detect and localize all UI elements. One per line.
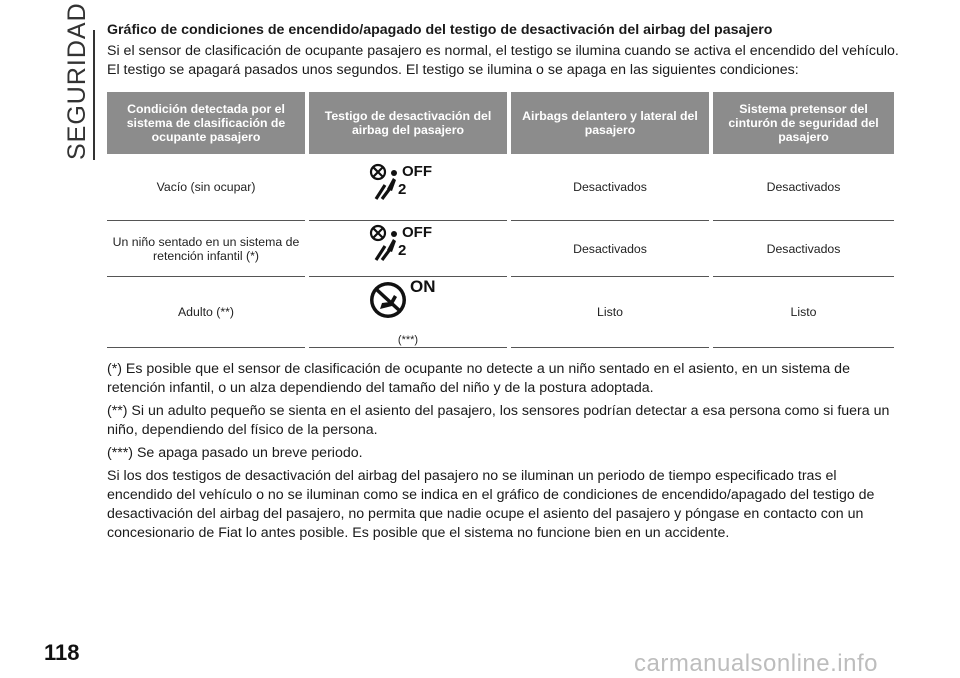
table-header-row [107, 92, 894, 154]
header-pretensor: Sistema pretensor del cinturón de seguridad del pasajero [713, 92, 894, 154]
footnote-turns-off: (***) Se apaga pasado un breve periodo. [107, 445, 363, 461]
indicator-footnote: (***) [397, 333, 419, 346]
section-heading: Gráfico de condiciones de encendido/apagado del testigo de desactivación del airbag del pasajero [107, 22, 773, 38]
watermark: carmanualsonline.info [634, 650, 878, 677]
side-section-label: SEGURIDAD [63, 2, 91, 160]
warning-paragraph: Si los dos testigos de desactivación del airbag del pasajero no se iluminan un periodo de tiempo especificado tras el encendido del vehículo o no se iluminan como se indica en el gráfico de condiciones de encendido/apagado del testigo de desactivación del airbag del pasajero, no permita que nadie ocupe el asiento del pasajero y póngase en contacto con un concesionario de Fiat lo antes posible. Es posible que el sistema no funcione bien en un accidente. [107, 468, 875, 541]
airbags-status-cell: Desactivados [511, 154, 709, 221]
indicator-cell [309, 154, 507, 221]
airbags-status-cell: Listo [511, 277, 709, 348]
condition-cell: Vacío (sin ocupar) [107, 154, 305, 221]
page-content [107, 22, 902, 547]
condition-cell: Un niño sentado en un sistema de retención infantil (*) [107, 221, 305, 277]
page-number: 118 [44, 640, 80, 665]
table-row [107, 221, 894, 277]
table-row [107, 154, 894, 221]
intro-paragraph: Si el sensor de clasificación de ocupante pasajero es normal, el testigo se ilumina cuando se activa el encendido del vehículo. El testigo se apagará pasados unos segundos. El testigo se ilumina o se apaga en las siguientes condiciones: [107, 43, 899, 78]
conditions-table [103, 92, 898, 348]
airbag-off-2-icon: OFF 2 [368, 161, 448, 211]
header-indicator: Testigo de desactivación del airbag del pasajero [309, 92, 507, 154]
airbag-on-icon: ON [368, 279, 448, 329]
condition-cell: Adulto (**) [107, 277, 305, 348]
airbags-status-cell: Desactivados [511, 221, 709, 277]
pretensor-status-cell: Desactivados [713, 154, 894, 221]
pretensor-status-cell: Desactivados [713, 221, 894, 277]
header-condition: Condición detectada por el sistema de clasificación de ocupante pasajero [107, 92, 305, 154]
indicator-cell [309, 277, 507, 348]
footnotes [107, 360, 902, 543]
footnote-small-adult: (**) Si un adulto pequeño se sienta en el asiento del pasajero, los sensores podrían detectar a esa persona como si fuera un niño, dependiendo del físico de la persona. [107, 403, 890, 438]
table-row [107, 277, 894, 348]
footnote-child-seat: (*) Es posible que el sensor de clasificación de ocupante no detecte a un niño sentado en el asiento, en un sistema de retención infantil, o un alza dependiendo del tamaño del niño y de la postura adoptada. [107, 361, 850, 396]
header-airbags: Airbags delantero y lateral del pasajero [511, 92, 709, 154]
indicator-cell [309, 221, 507, 277]
airbag-off-2-icon: OFF 2 [368, 222, 448, 272]
side-divider [93, 30, 95, 160]
pretensor-status-cell: Listo [713, 277, 894, 348]
